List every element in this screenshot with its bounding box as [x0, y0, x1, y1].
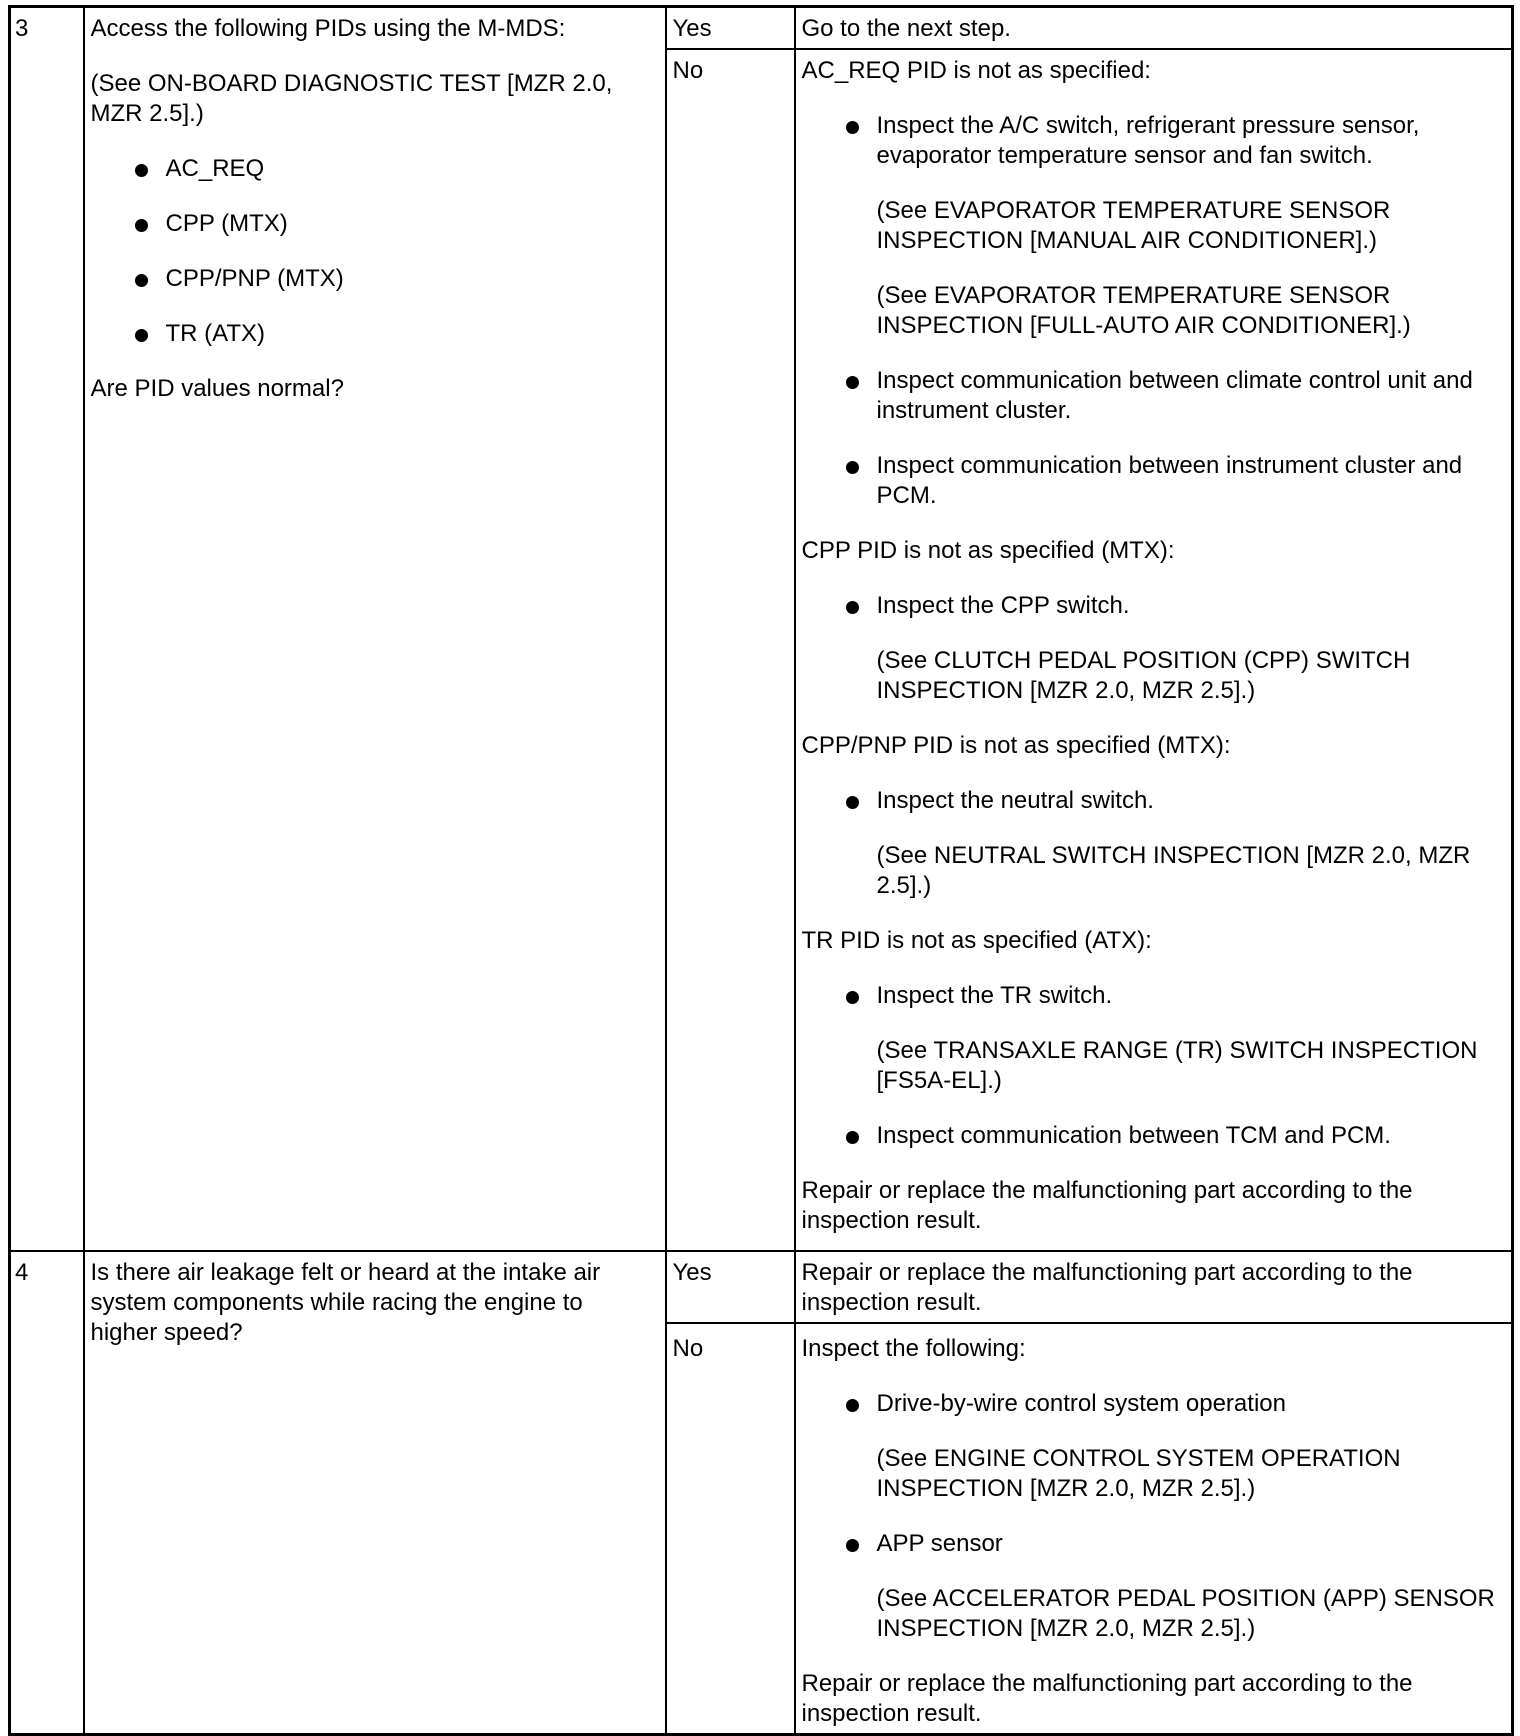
step-action-cell: [84, 7, 666, 1252]
see-reference: (See EVAPORATOR TEMPERATURE SENSOR INSPECTION [MANUAL AIR CONDITIONER].): [876, 197, 1391, 254]
see-reference: (See TRANSAXLE RANGE (TR) SWITCH INSPECTION [FS5A-EL].): [876, 1037, 1478, 1094]
bullet-icon: [846, 121, 859, 134]
step-number: 4: [15, 1259, 29, 1286]
see-reference: (See EVAPORATOR TEMPERATURE SENSOR INSPECTION [FULL-AUTO AIR CONDITIONER].): [876, 282, 1411, 339]
see-reference: (See CLUTCH PEDAL POSITION (CPP) SWITCH INSPECTION [MZR 2.0, MZR 2.5].): [876, 647, 1411, 704]
bullet-icon: [846, 1399, 859, 1412]
result-label-yes: Yes: [666, 1251, 795, 1323]
bullet-icon: [846, 796, 859, 809]
pnp-heading: CPP/PNP PID is not as specified (MTX):: [801, 732, 1231, 759]
ac-req-list-2: [802, 366, 1506, 511]
result-label-yes: Yes: [666, 7, 795, 50]
repair-instruction: Repair or replace the malfunctioning part according to the inspection result.: [801, 1177, 1413, 1234]
inspect-heading: Inspect the following:: [801, 1335, 1026, 1362]
inspect-list-2: [802, 1529, 1506, 1559]
pid-item: AC_REQ: [91, 154, 659, 184]
pid-item: CPP/PNP (MTX): [91, 264, 659, 294]
bullet-icon: [846, 991, 859, 1004]
inspect-list: [802, 1389, 1506, 1419]
see-reference: (See ACCELERATOR PEDAL POSITION (APP) SENSOR INSPECTION [MZR 2.0, MZR 2.5].): [876, 1585, 1495, 1642]
see-reference: (See ENGINE CONTROL SYSTEM OPERATION INSPECTION [MZR 2.0, MZR 2.5].): [876, 1445, 1401, 1502]
result-action-no: [795, 1323, 1513, 1735]
inspection-item: Inspect communication between climate control unit and instrument cluster.: [802, 366, 1506, 426]
see-reference: (See NEUTRAL SWITCH INSPECTION [MZR 2.0, MZR 2.5].): [876, 842, 1471, 899]
repair-instruction: Repair or replace the malfunctioning part according to the inspection result.: [801, 1670, 1413, 1727]
bullet-icon: [135, 164, 148, 177]
bullet-icon: [135, 274, 148, 287]
action-see-reference: (See ON-BOARD DIAGNOSTIC TEST [MZR 2.0, MZR 2.5].): [90, 70, 613, 127]
tr-list: [802, 981, 1506, 1011]
step-3-yes-row: [10, 7, 1513, 50]
action-intro: Access the following PIDs using the M-MDS:: [90, 15, 566, 42]
tr-list-2: [802, 1121, 1506, 1151]
ac-req-list: [802, 111, 1506, 171]
diagnostic-procedure-table: [8, 5, 1514, 1736]
step-action-cell: [84, 1251, 666, 1735]
bullet-icon: [846, 1539, 859, 1552]
tr-heading: TR PID is not as specified (ATX):: [801, 927, 1152, 954]
bullet-icon: [135, 329, 148, 342]
inspection-item: Drive-by-wire control system operation: [802, 1389, 1506, 1419]
cpp-list: [802, 591, 1506, 621]
inspection-item: Inspect the CPP switch.: [802, 591, 1506, 621]
step-4-yes-row: [10, 1251, 1513, 1323]
result-action-no: [795, 49, 1513, 1251]
step-number-cell: [10, 7, 84, 1252]
inspection-item: Inspect the TR switch.: [802, 981, 1506, 1011]
inspection-item: Inspect communication between TCM and PCM.: [802, 1121, 1506, 1151]
inspection-item: Inspect the A/C switch, refrigerant pressure sensor, evaporator temperature sensor and fan switch.: [802, 111, 1506, 171]
pnp-list: [802, 786, 1506, 816]
pid-list: [91, 154, 659, 349]
bullet-icon: [135, 219, 148, 232]
cpp-heading: CPP PID is not as specified (MTX):: [801, 537, 1175, 564]
result-action-yes: Repair or replace the malfunctioning part according to the inspection result.: [795, 1251, 1513, 1323]
bullet-icon: [846, 601, 859, 614]
inspection-item: Inspect the neutral switch.: [802, 786, 1506, 816]
action-question: Is there air leakage felt or heard at the intake air system components while racing the engine to higher speed?: [90, 1259, 601, 1346]
step-number-cell: [10, 1251, 84, 1735]
pid-item: TR (ATX): [91, 319, 659, 349]
bullet-icon: [846, 376, 859, 389]
action-question: Are PID values normal?: [90, 375, 344, 402]
result-action-yes: Go to the next step.: [795, 7, 1513, 50]
bullet-icon: [846, 1131, 859, 1144]
result-label-no: No: [666, 1323, 795, 1735]
result-label-no: No: [666, 49, 795, 1251]
step-number: 3: [15, 15, 29, 42]
bullet-icon: [846, 461, 859, 474]
ac-req-heading: AC_REQ PID is not as specified:: [801, 57, 1151, 84]
inspection-item: APP sensor: [802, 1529, 1506, 1559]
inspection-item: Inspect communication between instrument cluster and PCM.: [802, 451, 1506, 511]
pid-item: CPP (MTX): [91, 209, 659, 239]
